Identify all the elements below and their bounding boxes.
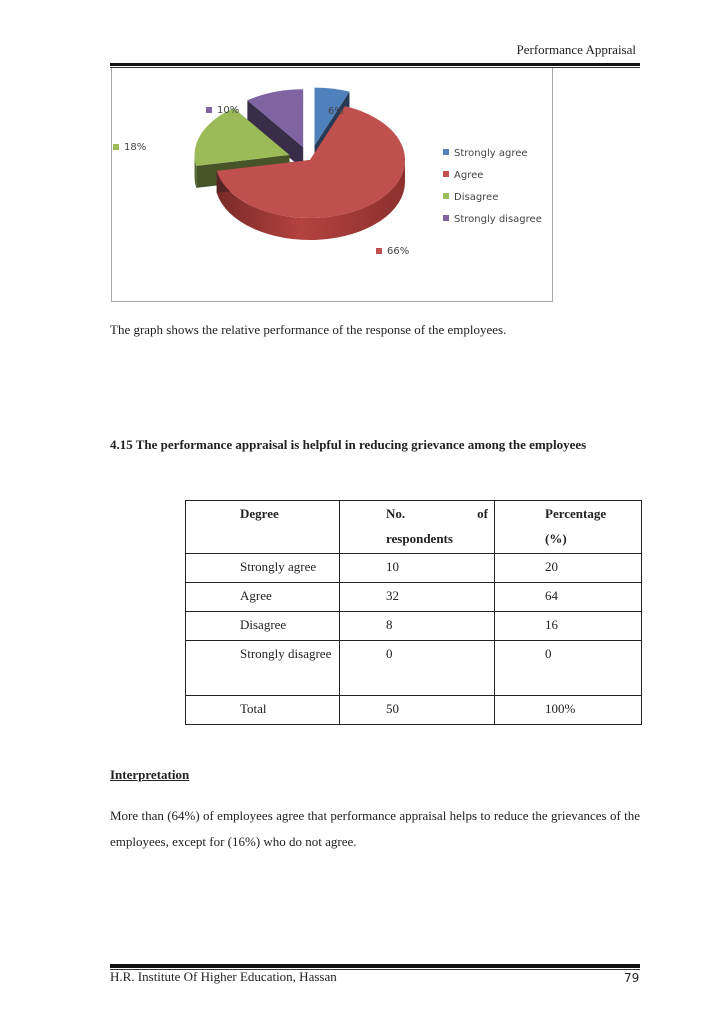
response-table: [185, 500, 642, 725]
cell-percentage: 0: [495, 641, 642, 696]
cell-respondents: 0: [340, 641, 495, 696]
cell-percentage: 16: [495, 612, 642, 641]
header-degree: Degree: [186, 501, 340, 554]
table-header-row: [186, 501, 642, 554]
data-label-swatch: [317, 108, 323, 114]
cell-percentage: 20: [495, 554, 642, 583]
pie-chart-canvas: [112, 68, 552, 301]
header-rule: [110, 63, 640, 66]
data-label: 10%: [217, 105, 240, 116]
pie-chart: [111, 68, 553, 302]
cell-degree: Agree: [186, 583, 340, 612]
legend-swatch: [443, 171, 449, 177]
data-label: 6%: [328, 106, 344, 117]
table-row: [186, 612, 642, 641]
legend-item: Strongly agree: [454, 148, 528, 159]
table-row: [186, 554, 642, 583]
legend-item: Agree: [454, 170, 484, 181]
page-number: 79: [624, 971, 640, 985]
data-label: 66%: [387, 246, 410, 257]
table-row: [186, 696, 642, 725]
cell-percentage: 100%: [495, 696, 642, 725]
data-label-swatch: [206, 107, 212, 113]
data-label-swatch: [376, 248, 382, 254]
footer-rule: [110, 964, 640, 968]
interpretation-heading: Interpretation: [110, 767, 190, 782]
data-label: 18%: [124, 142, 147, 153]
chart-caption: The graph shows the relative performance of the response of the employees.: [110, 322, 507, 337]
cell-degree: Total: [186, 696, 340, 725]
legend-swatch: [443, 193, 449, 199]
footer-institute: H.R. Institute Of Higher Education, Hassan: [110, 969, 337, 984]
cell-respondents: 50: [340, 696, 495, 725]
interpretation-text: More than (64%) of employees agree that performance appraisal helps to reduce the grievances of the employees, except for (16%) who do not agree.: [110, 808, 640, 849]
cell-percentage: 64: [495, 583, 642, 612]
cell-degree: Disagree: [186, 612, 340, 641]
legend-item: Strongly disagree: [454, 214, 542, 225]
cell-degree: Strongly agree: [186, 554, 340, 583]
header-respondents: No. of respondents: [340, 501, 495, 554]
table-row: [186, 583, 642, 612]
legend-item: Disagree: [454, 192, 499, 203]
section-heading: 4.15 The performance appraisal is helpful in reducing grievance among the employees: [110, 437, 587, 452]
cell-degree: Strongly disagree: [186, 641, 340, 696]
legend-swatch: [443, 149, 449, 155]
page-header-title: Performance Appraisal: [516, 42, 636, 57]
table-row: [186, 641, 642, 696]
data-label-swatch: [113, 144, 119, 150]
cell-respondents: 10: [340, 554, 495, 583]
header-percentage: Percentage (%): [495, 501, 642, 554]
cell-respondents: 8: [340, 612, 495, 641]
legend-swatch: [443, 215, 449, 221]
cell-respondents: 32: [340, 583, 495, 612]
